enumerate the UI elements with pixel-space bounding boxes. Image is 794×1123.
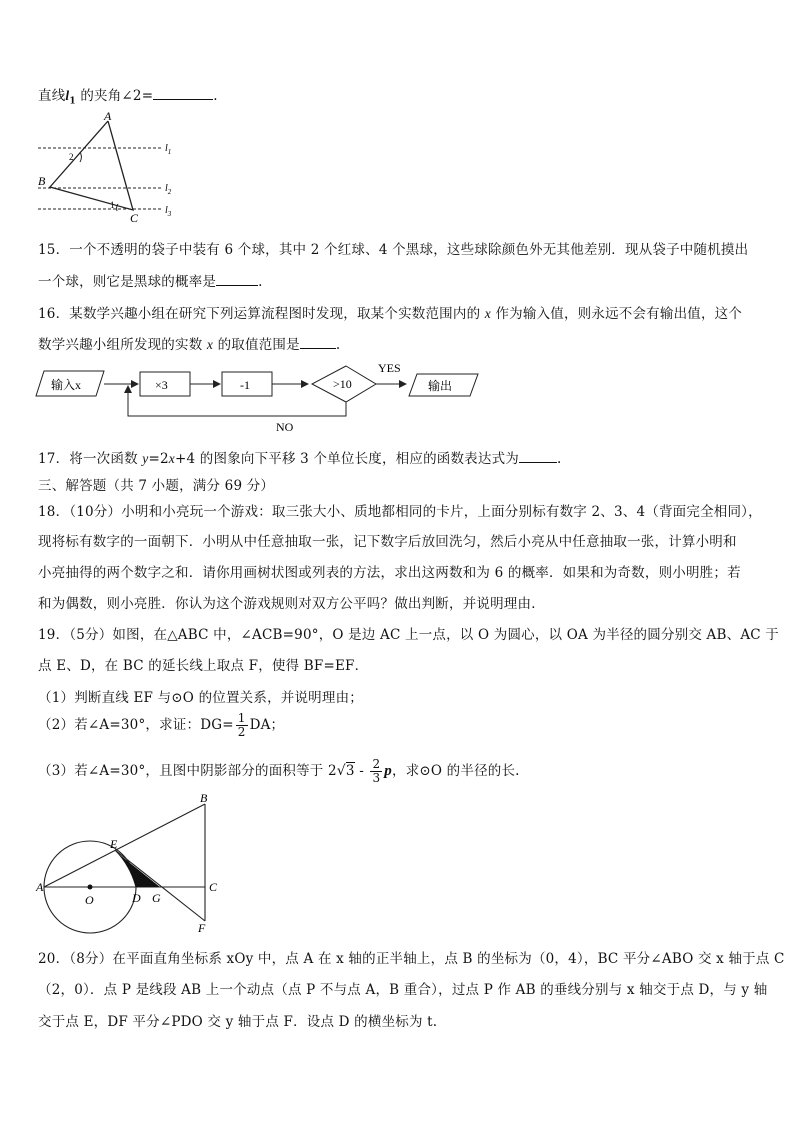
label-O: O: [85, 893, 94, 907]
label-C: C: [209, 880, 218, 894]
q18-line1: 18．（10分）小明和小亮玩一个游戏：取三张大小、质地都相同的卡片，上面分别标有数字 2、3、4（背面完全相同），: [38, 504, 762, 520]
flow-op1: ×3: [155, 378, 168, 392]
line-l1-label: $l_1$: [165, 143, 172, 156]
answer-blank: [216, 273, 258, 286]
flow-cond: >10: [333, 377, 352, 391]
center-point: [88, 885, 93, 890]
flowchart: [30, 356, 490, 436]
flow-op2: -1: [240, 378, 250, 392]
line-l2-label: $l_2$: [165, 183, 172, 196]
answer-blank: [153, 87, 213, 100]
label-A: A: [104, 109, 112, 123]
q19-part2: （2）若∠A=30°，求证：DG= $\frac{1}{2}$ DA；: [38, 711, 285, 739]
label-D: D: [132, 891, 141, 905]
q16-line2: 数学兴趣小组所发现的实数 x 的取值范围是 .: [38, 337, 341, 353]
section-header: 三、解答题（共 7 小题，满分 69 分）: [38, 478, 275, 494]
q20-line2: （2，0）．点 P 是线段 AB 上一个动点（点 P 不与点 A，B 重合），过点 P 作 AB 的垂线分别与 x 轴交于点 D，与 y 轴: [38, 982, 768, 998]
label-F: F: [198, 921, 206, 935]
q19-line2: 点 E、D，在 BC 的延长线上取点 F，使得 BF=EF．: [38, 658, 369, 674]
flow-no: NO: [276, 420, 294, 434]
q15-line1: 15．一个不透明的袋子中装有 6 个球，其中 2 个红球、4 个黑球，这些球除颜色外无其他差别．现从袋子中随机摸出: [38, 242, 749, 258]
q19-part1: （1）判断直线 EF 与⊙O 的位置关系，并说明理由；: [38, 690, 363, 706]
label-B: B: [200, 791, 208, 805]
label-C: C: [130, 211, 139, 225]
shaded-region: [120, 855, 160, 887]
label-B: B: [38, 174, 46, 188]
figure-14: [30, 108, 190, 224]
fraction-half: $\frac{1}{2}$: [237, 711, 246, 739]
flow-output: 输出: [428, 379, 453, 393]
answer-blank: [519, 450, 557, 463]
q20-line1: 20．（8分）在平面直角坐标系 xOy 中，点 A 在 x 轴的正半轴上，点 B 的坐标为（0，4），BC 平分∠ABO 交 x 轴于点 C: [38, 951, 785, 967]
q17: 17．将一次函数 y=2x+4 的图象向下平移 3 个单位长度，相应的函数表达式为 .: [38, 451, 562, 467]
figure-19: [32, 790, 232, 940]
q18-line3: 小亮抽得的两个数字之和．请你用画树状图或列表的方法，求出这两数和为 6 的概率．如果和为奇数，则小明胜；若: [38, 565, 741, 581]
q18-line4: 和为偶数，则小亮胜．你认为这个游戏规则对双方公平吗？做出判断，并说明理由．: [38, 596, 545, 612]
flow-yes: YES: [378, 361, 401, 375]
answer-blank: [300, 336, 336, 349]
angle-1-label: 1: [110, 200, 115, 210]
flow-input: 输入x: [51, 378, 82, 392]
q14-tail: 直线$l_1$ 的夹角∠2= .: [38, 88, 218, 107]
q19-part3: （3）若∠A=30°，且图中阴影部分的面积等于 2√3 - $\frac{2}{3}$ p，求⊙O 的半径的长.: [38, 757, 520, 785]
q20-line3: 交于点 E，DF 平分∠PDO 交 y 轴于点 F．设点 D 的横坐标为 t.: [38, 1014, 438, 1030]
q18-line2: 现将标有数字的一面朝下．小明从中任意抽取一张，记下数字后放回洗匀，然后小亮从中任意抽取一张，计算小明和: [38, 534, 737, 550]
q19-line1: 19．（5分）如图，在△ABC 中，∠ACB=90°，O 是边 AC 上一点，以 O 为圆心，以 OA 为半径的圆分别交 AB、AC 于: [38, 627, 779, 643]
q16-line1: 16．某数学兴趣小组在研究下列运算流程图时发现，取某个实数范围内的 x 作为输入值，则永远不会有输出值，这个: [38, 306, 743, 322]
label-A: A: [36, 880, 44, 894]
label-E: E: [110, 837, 118, 851]
label-G: G: [152, 891, 161, 905]
line-l3-label: $l_3$: [165, 205, 172, 218]
fraction-two-thirds: $\frac{2}{3}$: [372, 757, 381, 785]
angle-2-label: 2: [69, 152, 74, 162]
q15-line2: 一个球，则它是黑球的概率是 .: [38, 274, 263, 290]
